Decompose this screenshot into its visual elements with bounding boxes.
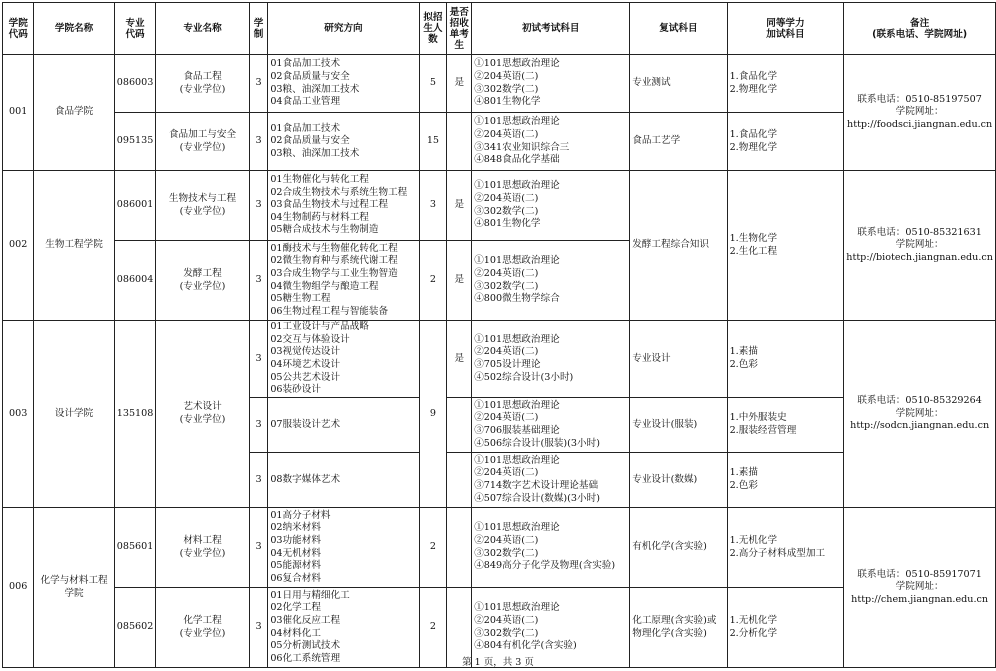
directions: 01工业设计与产品战略 02交互与体验设计 03视觉传达设计 04环境艺术设计 05公共艺术设计 06装砂设计	[268, 321, 419, 398]
exam-subjects: ①101思想政治理论 ②204英语(二) ③302数学(二) ④801生物化学	[472, 55, 630, 113]
major-name: 生物技术与工程 (专业学位)	[156, 171, 249, 241]
header-exam: 初试考试科目	[472, 3, 630, 55]
retest-subjects: 化工原理(含实验)或 物理化学(含实验)	[630, 588, 727, 668]
retest-subjects: 专业设计(服装)	[630, 398, 727, 453]
years: 3	[249, 55, 268, 113]
college-code: 001	[3, 55, 34, 171]
retest-subjects: 食品工艺学	[630, 113, 727, 171]
directions: 01酶技术与生物催化转化工程 02微生物育种与系统代谢工程 03合成生物学与工业生物智造 04微生物组学与酿造工程 05糖生物工程 06生物过程工程与智能装备	[268, 241, 419, 321]
header-remark: 备注 (联系电话、学院网址)	[844, 3, 996, 55]
equiv-subjects: 1.素描 2.色彩	[727, 321, 844, 398]
retest-subjects: 专业设计(数媒)	[630, 453, 727, 508]
contact-info: 联系电话：0510-85321631 学院网址： http://biotech.jiangnan.edu.cn	[844, 171, 996, 321]
equiv-subjects: 1.生物化学 2.生化工程	[727, 171, 844, 321]
header-single: 是否 招收 单考 生	[447, 3, 472, 55]
years: 3	[249, 241, 268, 321]
single-exam	[447, 398, 472, 453]
equiv-subjects: 1.无机化学 2.分析化学	[727, 588, 844, 668]
enroll-count: 3	[419, 171, 447, 241]
contact-info: 联系电话：0510-85197507 学院网址： http://foodsci.jiangnan.edu.cn	[844, 55, 996, 171]
college-code: 003	[3, 321, 34, 508]
header-major-code: 专业 代码	[114, 3, 156, 55]
header-enroll: 拟招 生人 数	[419, 3, 447, 55]
enroll-count: 2	[419, 508, 447, 588]
directions: 01食品加工技术 02食品质量与安全 03粮、油深加工技术	[268, 113, 419, 171]
exam-subjects: ①101思想政治理论 ②204英语(二) ③705设计理论 ④502综合设计(3小时)	[472, 321, 630, 398]
retest-subjects: 专业测试	[630, 55, 727, 113]
enroll-count: 15	[419, 113, 447, 171]
header-directions: 研究方向	[268, 3, 419, 55]
years: 3	[249, 321, 268, 398]
years: 3	[249, 588, 268, 668]
major-name: 食品工程 (专业学位)	[156, 55, 249, 113]
exam-subjects: ①101思想政治理论 ②204英语(二) ③302数学(二) ④804有机化学(含实验)	[472, 588, 630, 668]
enroll-count: 2	[419, 241, 447, 321]
page-footer: 第 1 页，共 3 页	[462, 657, 534, 668]
major-code: 086003	[114, 55, 156, 113]
college-code: 006	[3, 508, 34, 668]
major-code: 095135	[114, 113, 156, 171]
enroll-count: 9	[419, 321, 447, 508]
college-name: 生物工程学院	[34, 171, 114, 321]
single-exam	[447, 453, 472, 508]
equiv-subjects: 1.素描 2.色彩	[727, 453, 844, 508]
exam-subjects: ①101思想政治理论 ②204英语(二) ③706服装基础理论 ④506综合设计(服装)(3小时)	[472, 398, 630, 453]
equiv-subjects: 1.食品化学 2.物理化学	[727, 113, 844, 171]
header-major-name: 专业名称	[156, 3, 249, 55]
equiv-subjects: 1.中外服装史 2.服装经营管理	[727, 398, 844, 453]
years: 3	[249, 398, 268, 453]
exam-subjects: ①101思想政治理论 ②204英语(二) ③302数学(二) ④801生物化学	[472, 171, 630, 241]
admissions-table	[2, 2, 996, 668]
college-code: 002	[3, 171, 34, 321]
major-code: 085602	[114, 588, 156, 668]
exam-subjects: ①101思想政治理论 ②204英语(二) ③714数字艺术设计理论基础 ④507综合设计(数媒)(3小时)	[472, 453, 630, 508]
years: 3	[249, 113, 268, 171]
directions: 01日用与精细化工 02化学工程 03催化反应工程 04材料化工 05分析测试技术 06化工系统管理	[268, 588, 419, 668]
college-name: 化学与材料工程 学院	[34, 508, 114, 668]
exam-subjects: ①101思想政治理论 ②204英语(二) ③302数学(二) ④800微生物学综合	[472, 241, 630, 321]
major-name: 化学工程 (专业学位)	[156, 588, 249, 668]
table-row	[3, 321, 996, 398]
equiv-subjects: 1.食品化学 2.物理化学	[727, 55, 844, 113]
major-name: 食品加工与安全 (专业学位)	[156, 113, 249, 171]
single-exam	[447, 588, 472, 668]
directions: 01生物催化与转化工程 02合成生物技术与系统生物工程 03食品生物技术与过程工程 04生物制药与材料工程 05糖合成技术与生物制造	[268, 171, 419, 241]
single-exam	[447, 508, 472, 588]
years: 3	[249, 453, 268, 508]
single-exam: 是	[447, 55, 472, 113]
contact-info: 联系电话：0510-85329264 学院网址： http://sodcn.jiangnan.edu.cn	[844, 321, 996, 508]
single-exam: 是	[447, 171, 472, 241]
single-exam: 是	[447, 241, 472, 321]
major-code: 086001	[114, 171, 156, 241]
directions: 07服装设计艺术	[268, 398, 419, 453]
header-college-name: 学院名称	[34, 3, 114, 55]
major-code: 085601	[114, 508, 156, 588]
retest-subjects: 有机化学(含实验)	[630, 508, 727, 588]
contact-info: 联系电话：0510-85917071 学院网址： http://chem.jiangnan.edu.cn	[844, 508, 996, 668]
major-name: 发酵工程 (专业学位)	[156, 241, 249, 321]
enroll-count: 5	[419, 55, 447, 113]
exam-subjects: ①101思想政治理论 ②204英语(二) ③302数学(二) ④849高分子化学及物理(含实验)	[472, 508, 630, 588]
exam-subjects: ①101思想政治理论 ②204英语(二) ③341农业知识综合三 ④848食品化学基础	[472, 113, 630, 171]
directions: 01高分子材料 02纳米材料 03功能材料 04无机材料 05能源材料 06复合材料	[268, 508, 419, 588]
enroll-count: 2	[419, 588, 447, 668]
single-exam	[447, 113, 472, 171]
retest-subjects: 专业设计	[630, 321, 727, 398]
single-exam: 是	[447, 321, 472, 398]
equiv-subjects: 1.无机化学 2.高分子材料成型加工	[727, 508, 844, 588]
major-name: 艺术设计 (专业学位)	[156, 321, 249, 508]
retest-subjects: 发酵工程综合知识	[630, 171, 727, 321]
years: 3	[249, 508, 268, 588]
header-college-code: 学院 代码	[3, 3, 34, 55]
major-code: 086004	[114, 241, 156, 321]
directions: 08数字媒体艺术	[268, 453, 419, 508]
table-row	[3, 508, 996, 588]
header-equiv: 同等学力 加试科目	[727, 3, 844, 55]
years: 3	[249, 171, 268, 241]
college-name: 设计学院	[34, 321, 114, 508]
table-row	[3, 55, 996, 113]
directions: 01食品加工技术 02食品质量与安全 03粮、油深加工技术 04食品工业管理	[268, 55, 419, 113]
header-retest: 复试科目	[630, 3, 727, 55]
major-name: 材料工程 (专业学位)	[156, 508, 249, 588]
college-name: 食品学院	[34, 55, 114, 171]
header-row	[3, 3, 996, 55]
header-years: 学 制	[249, 3, 268, 55]
table-row	[3, 171, 996, 241]
major-code: 135108	[114, 321, 156, 508]
